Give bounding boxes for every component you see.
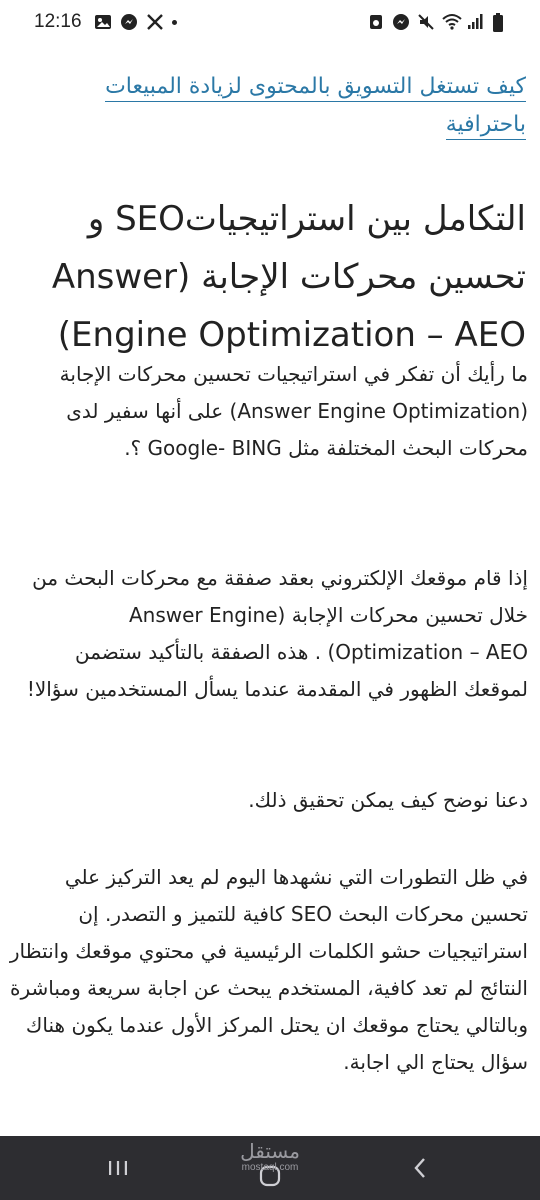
gallery-icon: [94, 13, 112, 31]
related-article-link[interactable]: [56, 68, 526, 144]
watermark-domain: mostaql.com: [241, 1162, 299, 1173]
messenger-icon: [392, 13, 410, 31]
mute-icon: [417, 13, 435, 31]
signal-icon: [467, 13, 485, 31]
article-paragraph: إذا قام موقعك الإلكتروني بعقد صفقة مع محركات البحث من خلال تحسين محركات الإجابة (Answer Engine Optimization – AEO) . هذه الصفقة بالتأكيد ستضمن لموقعك الظهور في المقدمة عندما يسأل المستخدمين سؤالا!: [26, 566, 528, 701]
watermark-arabic: مستقل: [240, 1139, 300, 1163]
status-left-group: [34, 0, 177, 44]
related-article-link-text[interactable]: كيف تستغل التسويق بالمحتوى لزيادة المبيعات باحترافية: [105, 74, 526, 140]
article-view[interactable]: [0, 44, 540, 1136]
watermark: [222, 1140, 318, 1174]
wifi-icon: [442, 13, 460, 31]
save-icon: [367, 13, 385, 31]
battery-icon: [492, 13, 510, 31]
article-paragraph: في ظل التطورات التي نشهدها اليوم لم يعد التركيز علي تحسين محركات البحث SEO كافية للتميز و التصدر. إن استراتيجيات حشو الكلمات الرئيسية في محتوي موقعك وانتظار النتائج لم تعد كافية، المستخدم يبحث عن اجابة سريعة ومباشرة وبالتالي يحتاج موقعك ان يحتل المركز الأول عندما يكون هناك سؤال يحتاج الي اجابة.: [9, 865, 528, 1074]
status-bar: [0, 0, 540, 44]
recents-icon: [106, 1158, 130, 1178]
article-headline: التكامل بين استراتيجياتSEO و تحسين محركات الإجابة (Answer Engine Optimization – AEO): [51, 199, 526, 355]
back-button[interactable]: [380, 1136, 460, 1200]
x-icon: [146, 13, 164, 31]
status-time: 12:16: [34, 11, 82, 32]
article-paragraph: ما رأيك أن تفكر في استراتيجيات تحسين محركات الإجابة (Answer Engine Optimization) على أنها سفير لدى محركات البحث المختلفة مثل Google- BING ؟.: [59, 362, 528, 460]
messenger-icon: [120, 13, 138, 31]
article-paragraph: دعنا نوضح كيف يمكن تحقيق ذلك.: [248, 788, 528, 812]
dot-icon: [172, 20, 177, 25]
status-right-group: [367, 0, 510, 44]
back-icon: [410, 1156, 430, 1180]
recents-button[interactable]: [78, 1136, 158, 1200]
